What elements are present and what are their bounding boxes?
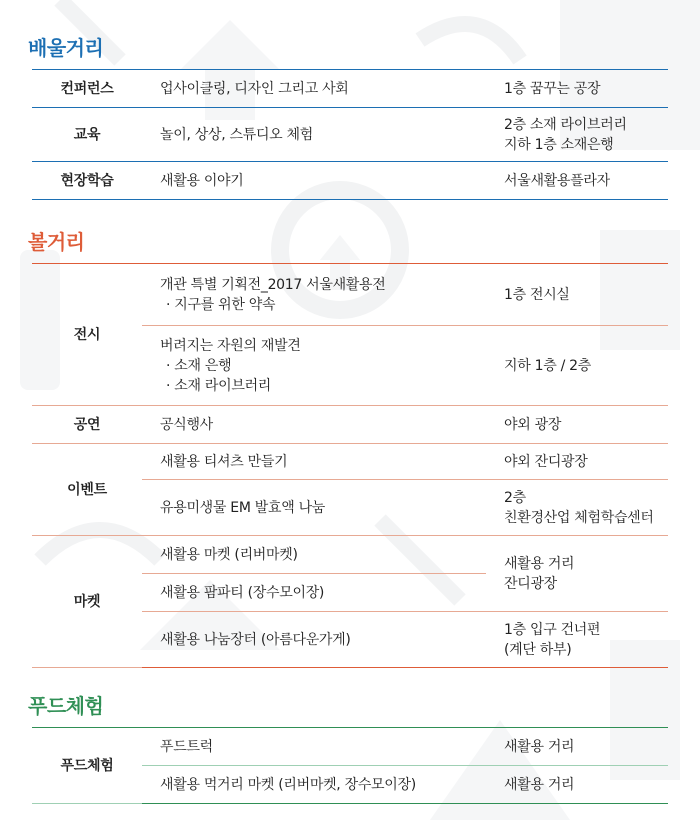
row-program: 공식행사 [142, 406, 486, 444]
row-category: 교육 [32, 108, 142, 162]
row-location: 새활용 거리 [486, 766, 668, 804]
row-program: 푸드트럭 [142, 728, 486, 766]
location-line: 친환경산업 체험학습센터 [504, 509, 654, 526]
table-row [32, 264, 668, 326]
row-location: 지하 1층 / 2층 [486, 326, 668, 406]
section-title-learn: 배울거리 [28, 36, 104, 60]
location-line: 2층 소재 라이브러리 [504, 116, 627, 133]
row-program: 놀이, 상상, 스튜디오 체험 [142, 108, 486, 162]
table-row [32, 108, 668, 162]
learn-table [32, 69, 668, 200]
program-line: · 지구를 위한 약속 [166, 296, 276, 313]
location-line: 새활용 거리 [504, 555, 575, 572]
row-category: 전시 [32, 264, 142, 406]
row-location [486, 612, 668, 668]
row-location [486, 108, 668, 162]
see-table [32, 263, 668, 668]
row-category: 공연 [32, 406, 142, 444]
program-line: · 소재 은행 [166, 357, 232, 374]
row-category: 현장학습 [32, 162, 142, 200]
row-location: 야외 광장 [486, 406, 668, 444]
food-table [32, 727, 668, 804]
row-program: 새활용 마켓 (리버마켓) [142, 536, 486, 574]
row-program [142, 326, 486, 406]
row-location: 1층 전시실 [486, 264, 668, 326]
row-location: 1층 꿈꾸는 공장 [486, 70, 668, 108]
table-row [32, 162, 668, 200]
table-row [32, 444, 668, 480]
table-row [32, 536, 668, 574]
row-location: 새활용 거리 [486, 728, 668, 766]
row-program: 새활용 나눔장터 (아름다운가게) [142, 612, 486, 668]
location-line: 2층 [504, 489, 526, 506]
row-category: 푸드체험 [32, 728, 142, 804]
section-title-see: 볼거리 [28, 230, 85, 254]
row-program: 유용미생물 EM 발효액 나눔 [142, 480, 486, 536]
location-line: (계단 하부) [504, 641, 572, 658]
row-program: 새활용 이야기 [142, 162, 486, 200]
program-line: 개관 특별 기획전_2017 서울새활용전 [160, 276, 386, 293]
row-location: 야외 잔디광장 [486, 444, 668, 480]
program-line: · 소재 라이브러리 [166, 377, 272, 394]
row-category: 마켓 [32, 536, 142, 668]
row-program: 새활용 먹거리 마켓 (리버마켓, 장수모이장) [142, 766, 486, 804]
row-category: 컨퍼런스 [32, 70, 142, 108]
row-program [142, 264, 486, 326]
program-line: 버려지는 자원의 재발견 [160, 337, 301, 354]
table-row [32, 70, 668, 108]
row-program: 새활용 티셔츠 만들기 [142, 444, 486, 480]
location-line: 1층 입구 건너편 [504, 621, 601, 638]
location-line: 잔디광장 [504, 575, 557, 592]
row-location: 서울새활용플라자 [486, 162, 668, 200]
row-program: 업사이클링, 디자인 그리고 사회 [142, 70, 486, 108]
row-category: 이벤트 [32, 444, 142, 536]
table-row [32, 728, 668, 766]
row-location [486, 480, 668, 536]
row-program: 새활용 팜파티 (장수모이장) [142, 574, 486, 612]
location-line: 지하 1층 소재은행 [504, 136, 614, 153]
table-row [32, 406, 668, 444]
section-title-food: 푸드체험 [28, 694, 104, 718]
row-location [486, 536, 668, 612]
